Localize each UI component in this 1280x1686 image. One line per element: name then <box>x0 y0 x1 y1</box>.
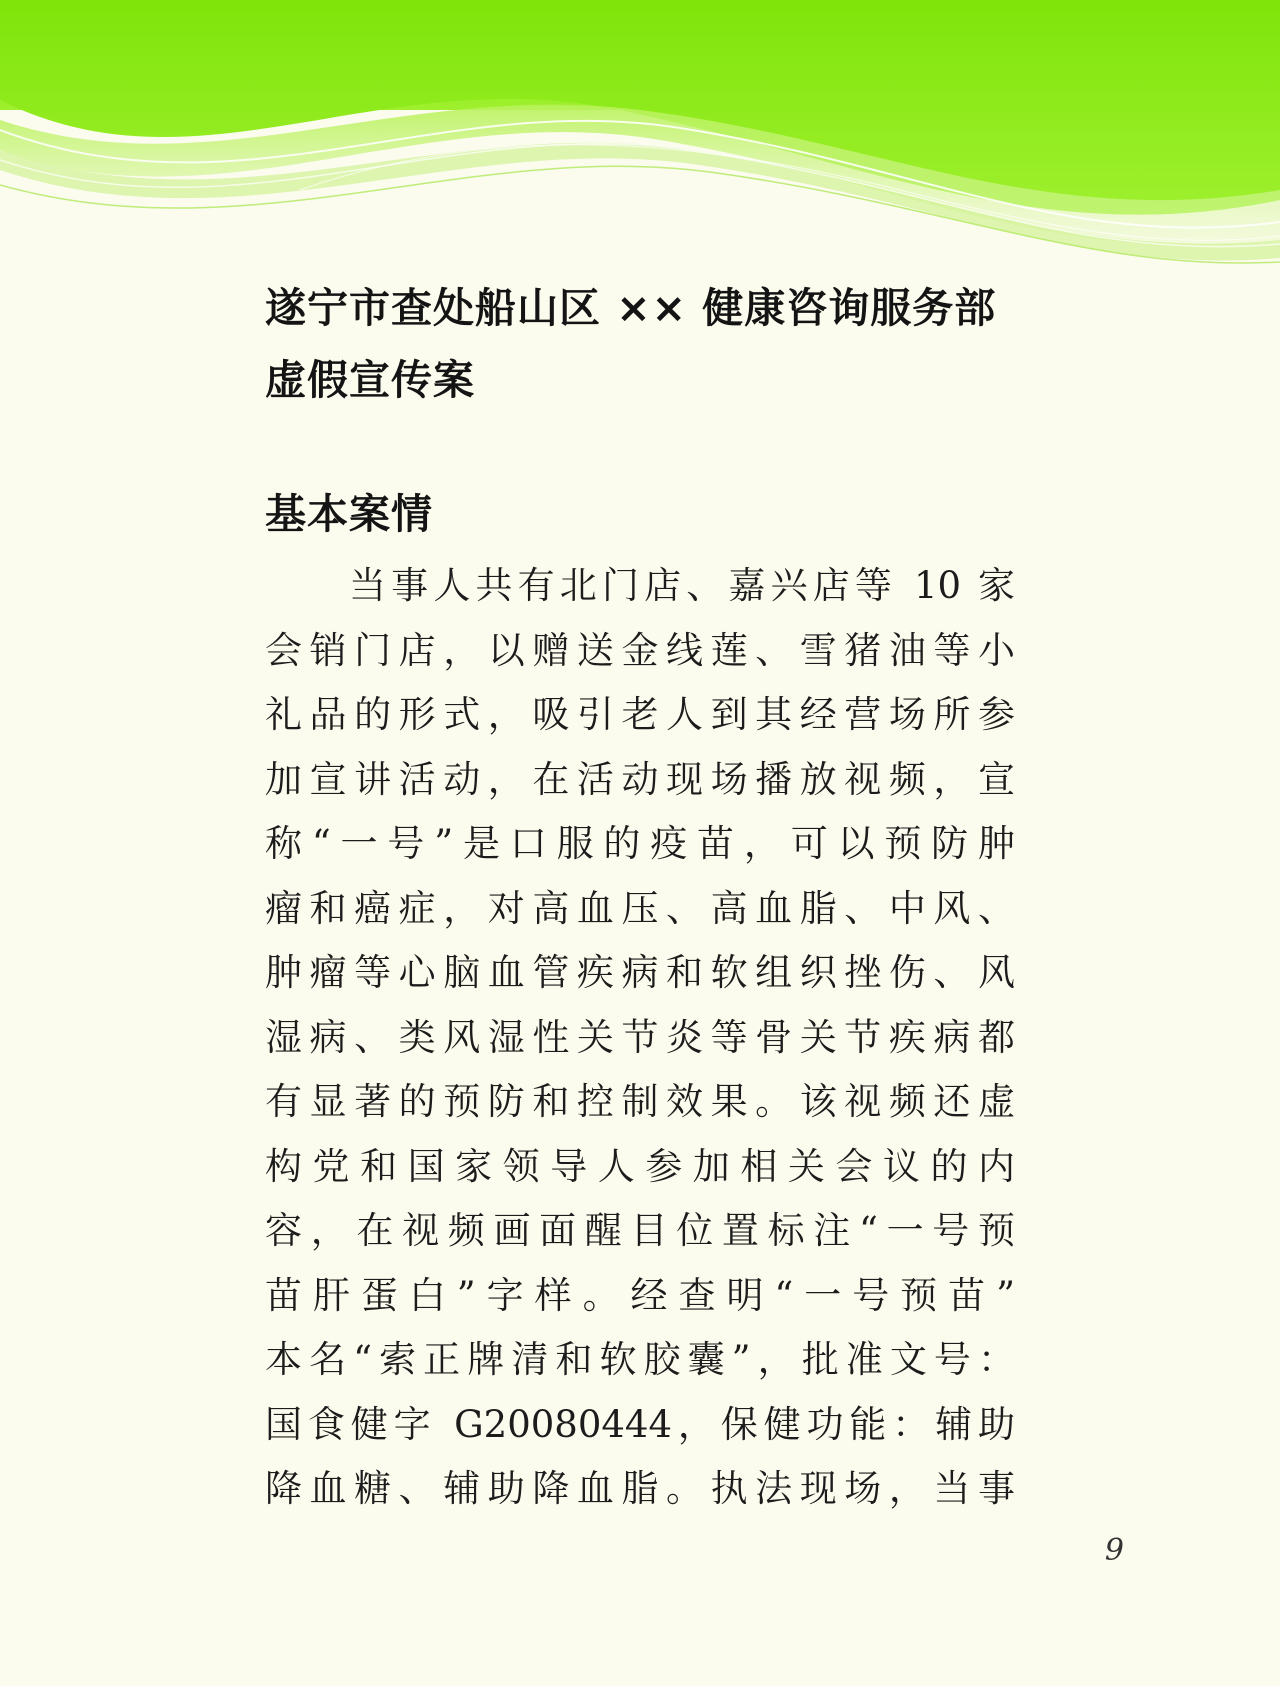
paragraph-line: 降血糖、辅助降血脂。执法现场，当事 <box>265 1467 1015 1510</box>
paragraph-line: 瘤和癌症，对高血压、高血脂、中风、 <box>265 886 1015 930</box>
page-number: 9 <box>1104 1533 1124 1568</box>
section-heading: 基本案情 <box>265 490 433 538</box>
paragraph-line: 肿瘤等心脑血管疾病和软组织挫伤、风 <box>265 951 1015 994</box>
body-paragraph <box>265 554 1015 1522</box>
case-title-line: 虚假宣传案 <box>265 356 475 404</box>
paragraph-line: 会销门店，以赠送金线莲、雪猪油等小 <box>265 628 1015 672</box>
case-title-line: 遂宁市查处船山区 ×× 健康咨询服务部 <box>265 284 997 332</box>
paragraph-line: 当事人共有北门店、嘉兴店等 10 家 <box>349 564 1015 607</box>
green-wave-banner <box>0 0 1280 280</box>
paragraph-line: 苗肝蛋白”字样。经查明“一号预苗” <box>265 1273 1015 1317</box>
paragraph-line: 湿病、类风湿性关节炎等骨关节疾病都 <box>265 1015 1015 1059</box>
paragraph-line: 称“一号”是口服的疫苗，可以预防肿 <box>265 822 1015 865</box>
paragraph-line: 加宣讲活动，在活动现场播放视频，宣 <box>265 757 1015 801</box>
paragraph-line: 本名“索正牌清和软胶囊”，批准文号： <box>265 1338 1015 1381</box>
paragraph-line: 构党和国家领导人参加相关会议的内 <box>265 1144 1015 1188</box>
paragraph-line: 国食健字 G20080444，保健功能：辅助 <box>265 1402 1015 1446</box>
case-title <box>265 272 1015 416</box>
paragraph-line: 容，在视频画面醒目位置标注“一号预 <box>265 1209 1015 1252</box>
paragraph-line: 礼品的形式，吸引老人到其经营场所参 <box>265 693 1015 736</box>
article <box>265 272 1015 1522</box>
paragraph-line: 有显著的预防和控制效果。该视频还虚 <box>265 1080 1015 1123</box>
